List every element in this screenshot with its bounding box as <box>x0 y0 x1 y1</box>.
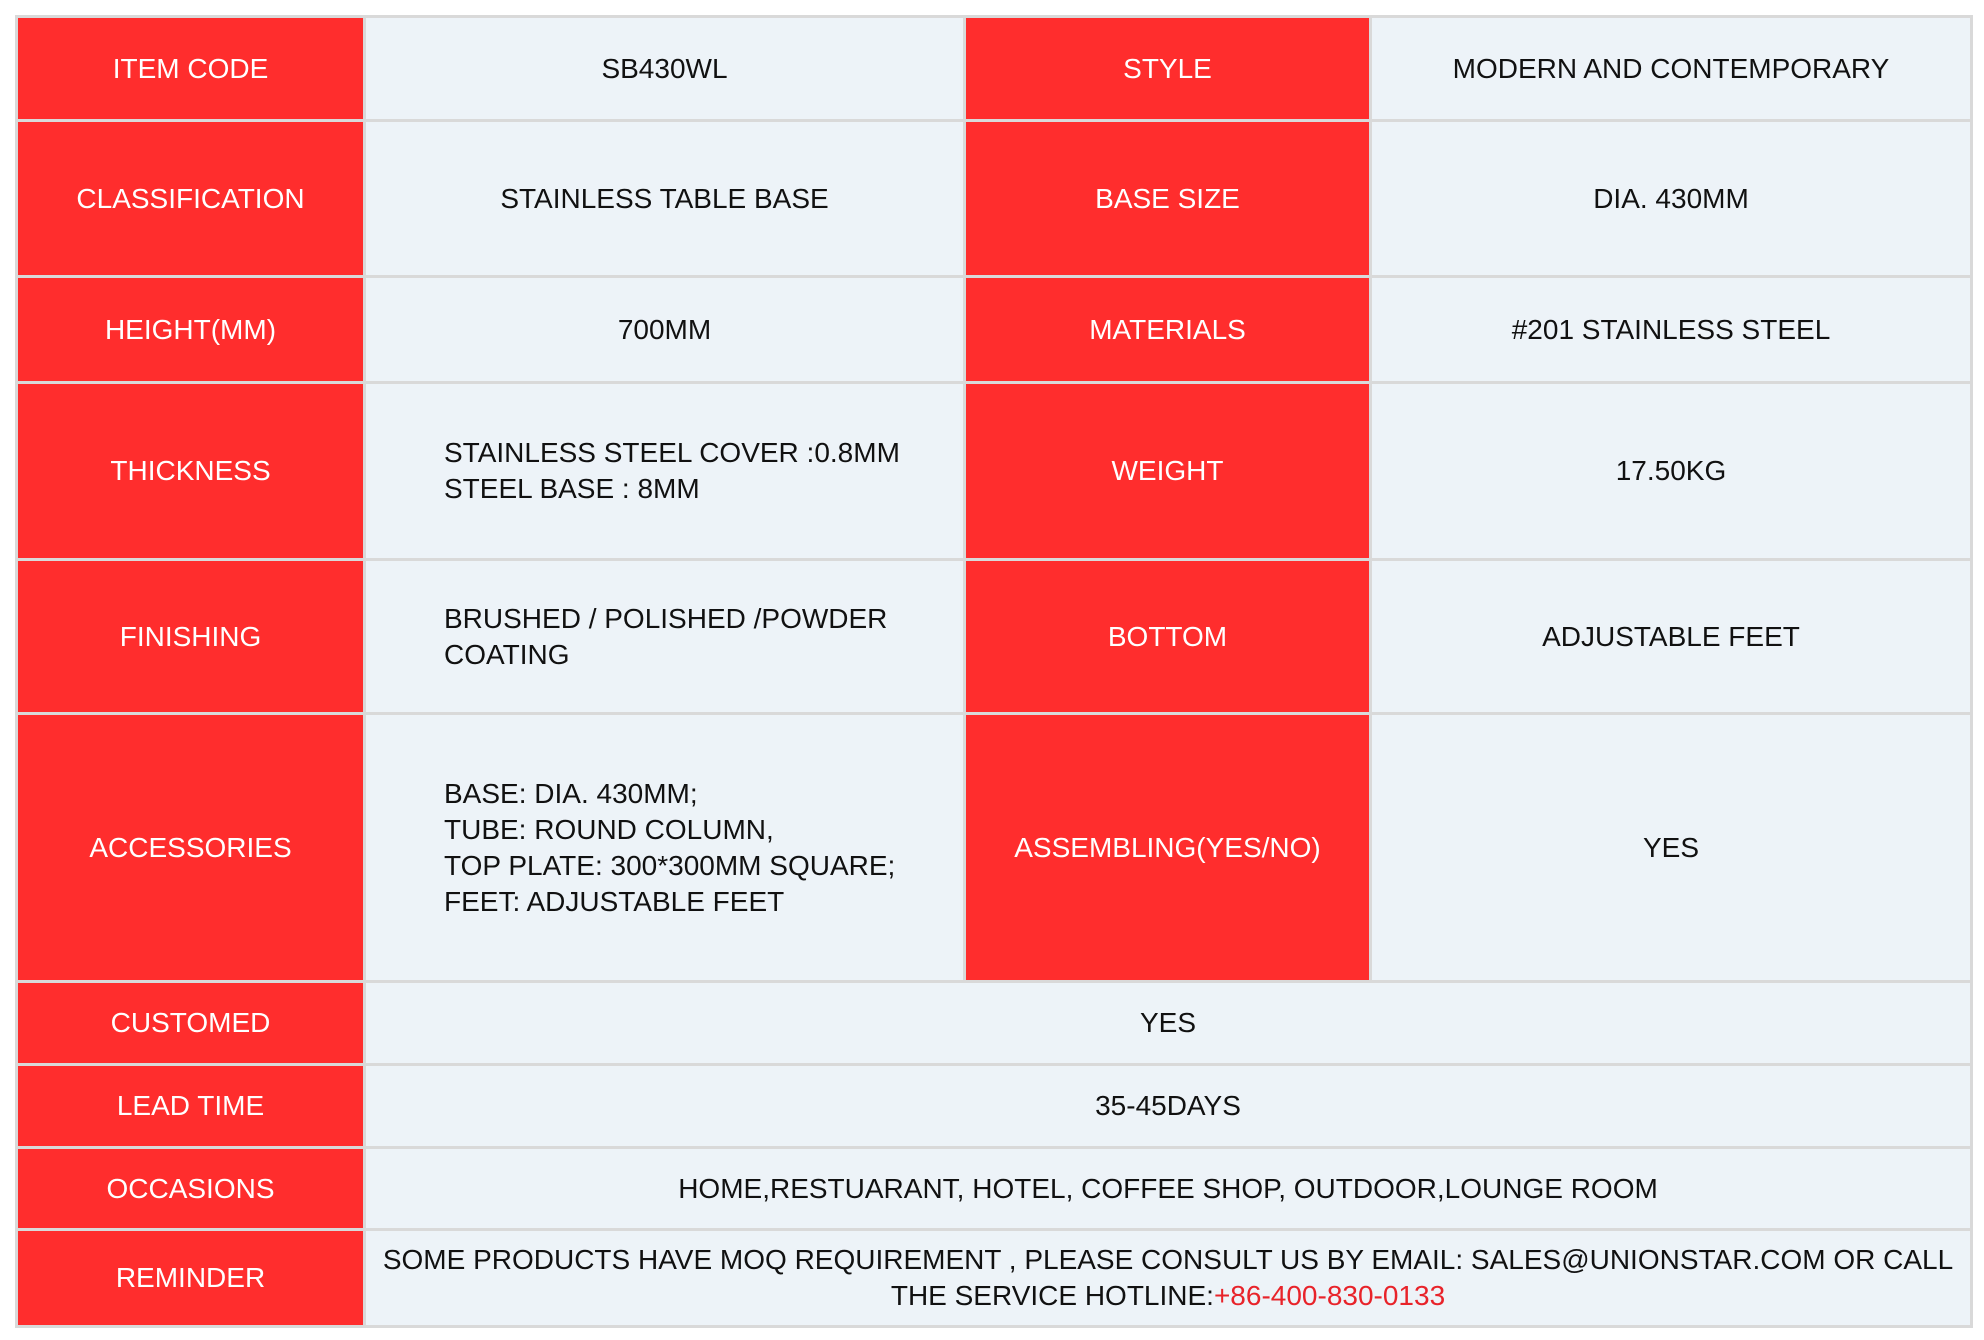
reminder-label: REMINDER <box>17 1230 365 1327</box>
accessories-label: ACCESSORIES <box>17 714 365 982</box>
thickness-line: STEEL BASE : 8MM <box>444 473 700 504</box>
occasions-label: OCCASIONS <box>17 1148 365 1230</box>
base-size-label: BASE SIZE <box>965 121 1371 277</box>
reminder-value <box>365 1230 1972 1327</box>
materials-label: MATERIALS <box>965 277 1371 383</box>
occasions-value: HOME,RESTUARANT, HOTEL, COFFEE SHOP, OUTDOOR,LOUNGE ROOM <box>365 1148 1972 1230</box>
table-row <box>17 277 1972 383</box>
customed-value: YES <box>365 982 1972 1065</box>
service-hotline-number: +86-400-830-0133 <box>1213 1280 1446 1311</box>
style-value: MODERN AND CONTEMPORARY <box>1371 17 1972 121</box>
table-row <box>17 121 1972 277</box>
reminder-line: SOME PRODUCTS HAVE MOQ REQUIREMENT , PLEASE CONSULT US BY EMAIL: SALES@UNIONSTAR.COM OR CALL <box>382 1244 1954 1275</box>
accessories-line: BASE: DIA. 430MM; <box>444 777 698 809</box>
customed-label: CUSTOMED <box>17 982 365 1065</box>
accessories-line: TUBE: ROUND COLUMN, <box>444 813 774 845</box>
base-size-value: DIA. 430MM <box>1371 121 1972 277</box>
reminder-line <box>366 1278 1970 1314</box>
item-code-value: SB430WL <box>365 17 965 121</box>
style-label: STYLE <box>965 17 1371 121</box>
table-row <box>17 17 1972 121</box>
height-value: 700MM <box>365 277 965 383</box>
table-row <box>17 1230 1972 1327</box>
bottom-value: ADJUSTABLE FEET <box>1371 560 1972 714</box>
weight-label: WEIGHT <box>965 383 1371 560</box>
reminder-hotline-prefix: THE SERVICE HOTLINE: <box>890 1280 1214 1311</box>
classification-label: CLASSIFICATION <box>17 121 365 277</box>
table-row <box>17 714 1972 982</box>
accessories-value <box>365 714 965 982</box>
finishing-line: BRUSHED / POLISHED /POWDER <box>444 602 888 634</box>
bottom-label: BOTTOM <box>965 560 1371 714</box>
classification-value: STAINLESS TABLE BASE <box>365 121 965 277</box>
height-label: HEIGHT(MM) <box>17 277 365 383</box>
table-row <box>17 982 1972 1065</box>
thickness-line: STAINLESS STEEL COVER :0.8MM <box>444 437 900 468</box>
finishing-value <box>365 560 965 714</box>
accessories-line: TOP PLATE: 300*300MM SQUARE; <box>444 849 896 881</box>
table-row <box>17 1065 1972 1148</box>
weight-value: 17.50KG <box>1371 383 1972 560</box>
assembling-label: ASSEMBLING(YES/NO) <box>965 714 1371 982</box>
table-row <box>17 560 1972 714</box>
finishing-label: FINISHING <box>17 560 365 714</box>
item-code-label: ITEM CODE <box>17 17 365 121</box>
product-spec-table <box>15 15 1973 1328</box>
lead-time-label: LEAD TIME <box>17 1065 365 1148</box>
table-row <box>17 383 1972 560</box>
thickness-label: THICKNESS <box>17 383 365 560</box>
thickness-value <box>365 383 965 560</box>
finishing-line: COATING <box>444 638 570 670</box>
accessories-line: FEET: ADJUSTABLE FEET <box>444 885 785 917</box>
table-row <box>17 1148 1972 1230</box>
materials-value: #201 STAINLESS STEEL <box>1371 277 1972 383</box>
lead-time-value: 35-45DAYS <box>365 1065 1972 1148</box>
assembling-value: YES <box>1371 714 1972 982</box>
